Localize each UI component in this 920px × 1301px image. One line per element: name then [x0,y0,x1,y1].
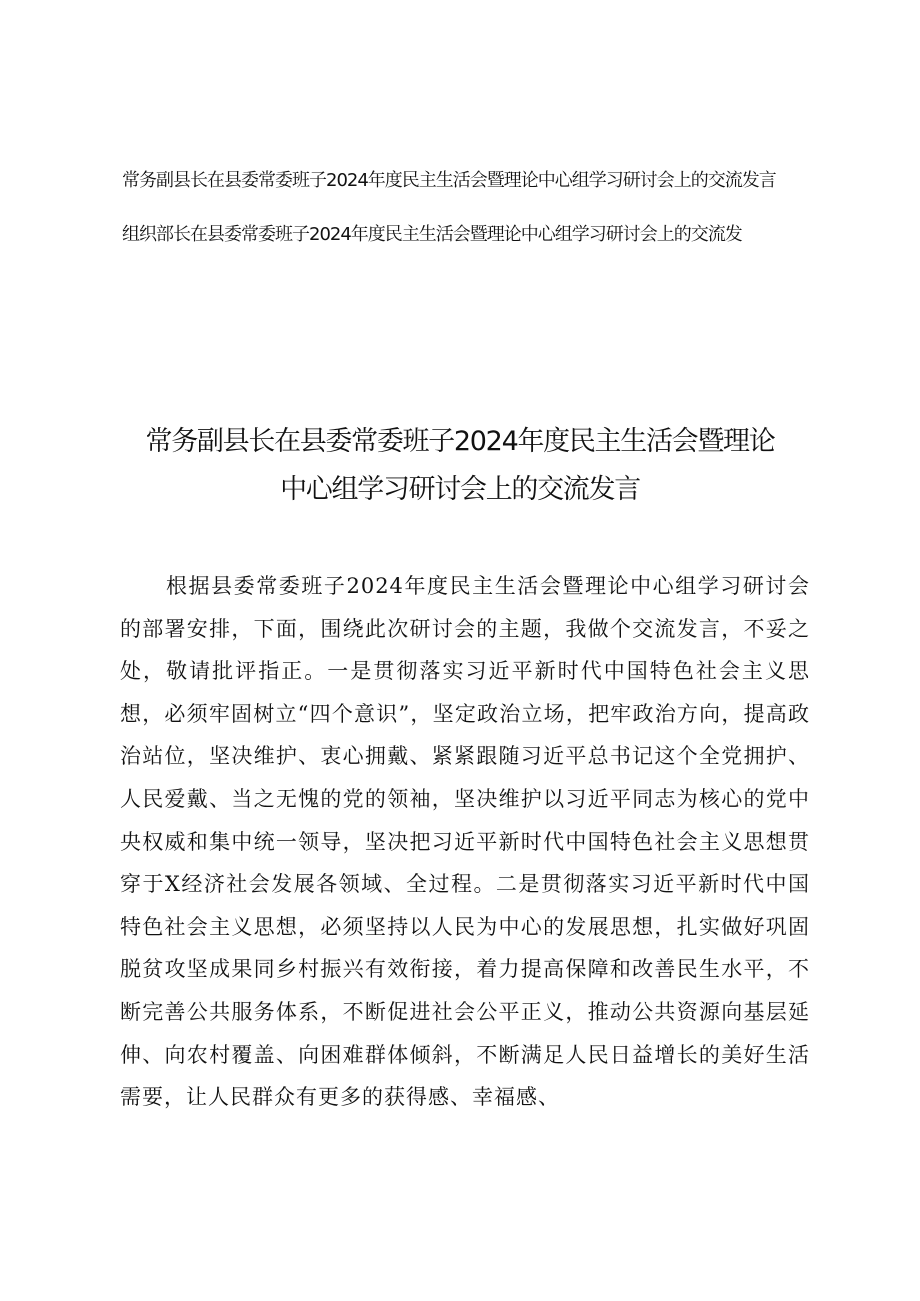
document-title [100,418,820,514]
toc-entry[interactable]: 常务副县长在县委常委班子2024年度民主生活会暨理论中心组学习研讨会上的交流发言 [122,170,776,191]
title-line: 常务副县长在县委常委班子2024年度民主生活会暨理论 [145,426,775,457]
table-of-contents [122,170,822,246]
toc-entry[interactable]: 组织部长在县委常委班子2024年度民主生活会暨理论中心组学习研讨会上的交流发 [122,224,742,245]
title-line: 中心组学习研讨会上的交流发言 [280,474,640,505]
body-paragraph: 根据县委常委班子2024年度民主生活会暨理论中心组学习研讨会的部署安排，下面，围绕此次研讨会的主题，我做个交流发言，不妥之处，敬请批评指正。一是贯彻落实习近平新时代中国特色社会主义思想，必须牢固树立“四个意识”，坚定政治立场，把牢政治方向，提高政治站位，坚决维护、衷心拥戴、紧紧跟随习近平总书记这个全党拥护、人民爱戴、当之无愧的党的领袖，坚决维护以习近平同志为核心的党中央权威和集中统一领导，坚决把习近平新时代中国特色社会主义思想贯穿于X经济社会发展各领域、全过程。二是贯彻落实习近平新时代中国特色社会主义思想，必须坚持以人民为中心的发展思想，扎实做好巩固脱贫攻坚成果同乡村振兴有效衔接，着力提高保障和改善民生水平，不断完善公共服务体系，不断促进社会公平正义，推动公共资源向基层延伸、向农村覆盖、向困难群体倾斜，不断满足人民日益增长的美好生活需要，让人民群众有更多的获得感、幸福感、 [120,574,810,1110]
